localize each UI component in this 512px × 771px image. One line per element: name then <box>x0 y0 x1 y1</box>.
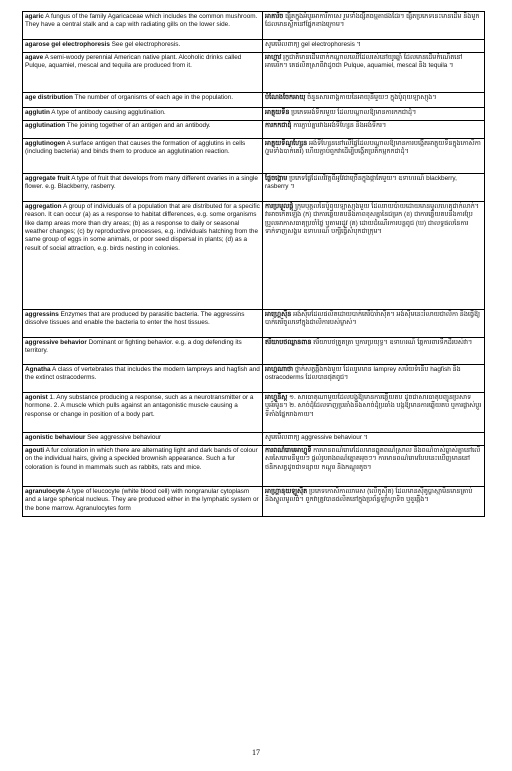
english-term: agouti <box>25 447 45 454</box>
english-term: agglutinogen <box>25 140 66 147</box>
khmer-entry <box>263 338 485 365</box>
english-entry <box>23 174 263 202</box>
english-term: agaric <box>25 13 44 20</box>
khmer-definition: ក្រុមបុគ្គលនៃប៉ូពុយឡាស្យុងមួយ ដែលរាយប៉ាយដោយមានមូលហេតុជាក់លាក់។ វាអាចកើតឡើង (ក) ជាការឆ្លើយតបនឹងភាពខុសគ្នានៃជម្រក (ខ) ជាការឆ្លើយតបនឹងការប្រែប្រួលអាកាសធាតុប្រចាំថ្ងៃ ឬតាមរដូវ (គ) ដោយដំណើរការបន្តពូជ (ឃ) ជាលទ្ធផលនៃការទាក់ទាញសង្គម ឧទាហរណ៍ បក្សីធ្វើសំបុកជាក្រុម។ <box>265 203 480 235</box>
khmer-definition: ការមានពណ៌រោមដែលមានឆ្នូតពណ៌ស្រាល និងពណ៌ចាស់ឆ្លាស់គ្នានៅលើសរសៃរោមនីមួយៗ ផ្តល់រូបរាងពណ៌ត្នោតអុចៗ។ ការមានពណ៌រោមបែបនេះឃើញមាននៅថនិកសត្វដូចជាទន្សាយ កណ្តុរ និងកណ្តុរតូច។ <box>265 447 481 471</box>
khmer-term: អាគ្លុយទីន <box>265 109 290 116</box>
khmer-definition: ថ្នាក់សត្វឆ្អឹងកងមួយ ដែលរួមមាន lamprey សម័យទំនើប hagfish និង ostracoderms ដែលបានផុតពូជ។ <box>265 366 461 382</box>
khmer-term: អាគ្លុយទីណូហ្សែន <box>265 140 308 147</box>
khmer-definition: ប្រភេទផ្លែដែលវិវត្តពីអូវែជាច្រើនក្នុងផ្កាតែមួយ។ ឧទាហរណ៍ blackberry, rasberry ។ <box>265 175 457 191</box>
khmer-entry <box>263 446 485 487</box>
khmer-definition: រុក្ខជាតិមានដើមពាក់កណ្តាលឈើដែលរស់នៅយូរឆ្នាំ ដែលមានដើមកំណើតនៅអាមេរិក។ គេផលិតស្រាពីវាដូចជា Pulque, aquamiel, mescal និង tequila ។ <box>265 54 463 70</box>
english-entry <box>23 393 263 433</box>
glossary-row <box>23 12 485 40</box>
khmer-term: ផ្លែចង្កោម <box>265 175 288 182</box>
english-term: aggressins <box>25 311 59 318</box>
english-definition: The joining together of an antigen and an antibody. <box>66 122 211 129</box>
english-entry <box>23 310 263 338</box>
khmer-definition: ១. សារធាតុណាមួយដែលបង្កឱ្យមានការឆ្លើយតប ដូចជាសារធាតុបញ្ជូនប្រសាទ ឬអ័រម៉ូន។ ២. សាច់ដុំដែលទាញប្រឆាំងនឹងសាច់ដុំប្រឆាំង បង្កឱ្យមានការឆ្លើយតប ឬការផ្លាស់ប្តូរទីតាំងផ្នែករាងកាយ។ <box>265 394 482 418</box>
page-number: 17 <box>252 748 260 757</box>
english-definition: A class of vertebrates that includes the modern lampreys and hagfish and the extinct ostracoderms. <box>25 366 260 382</box>
khmer-definition: សូមមើលពាក្យ gel electrophoresis ។ <box>265 41 361 48</box>
khmer-definition: ចំនួនសារពាង្គកាយនៃអាយុនីមួយៗ ក្នុងប៉ូពុយឡាស្យុង។ <box>307 94 437 101</box>
english-term: agglutin <box>25 109 50 116</box>
glossary-row <box>23 121 485 139</box>
english-entry <box>23 93 263 108</box>
khmer-entry <box>263 393 485 433</box>
glossary-row <box>23 487 485 517</box>
khmer-entry <box>263 53 485 93</box>
glossary-row <box>23 93 485 108</box>
english-term: aggregation <box>25 203 62 210</box>
khmer-entry <box>263 487 485 517</box>
english-entry <box>23 40 263 53</box>
khmer-definition: ឥរិយាបថត្រួតត្រា ឬការប្រយុទ្ធ។ ឧទាហរណ៍ ឆ្កែការពារទឹកដីរបស់វា។ <box>313 339 473 346</box>
khmer-term: ការកកជាដុំ <box>265 122 292 129</box>
khmer-term: ការប្រមូលផ្តុំ <box>265 203 294 210</box>
glossary-row <box>23 139 485 174</box>
khmer-entry <box>263 365 485 393</box>
khmer-term: ឥរិយាបថឈ្លានពាន <box>265 339 312 346</box>
khmer-term: អាហ្គាវ <box>265 54 282 61</box>
english-entry <box>23 202 263 310</box>
glossary-page <box>22 11 485 517</box>
glossary-row <box>23 393 485 433</box>
glossary-table <box>22 11 485 517</box>
khmer-term: ការពណ៌រោមអាហ្គូទី <box>265 447 312 454</box>
english-definition: The number of organisms of each age in the population. <box>74 94 234 101</box>
english-term: Agnatha <box>25 366 51 373</box>
khmer-entry <box>263 93 485 108</box>
glossary-row <box>23 446 485 487</box>
english-definition: A fur coloration in which there are alternating light and dark bands of colour on the individual hairs, giving a speckled brownish appearance. Such a fur coloration is found in mammals such as rabbits, rats and mice. <box>25 447 258 471</box>
english-entry <box>23 338 263 365</box>
english-term: agonist <box>25 394 48 401</box>
khmer-entry <box>263 310 485 338</box>
english-term: agonistic behaviour <box>25 434 86 441</box>
khmer-term: អាហ្គ្រានុយឡូស៊ីត <box>265 488 308 495</box>
khmer-entry <box>263 433 485 446</box>
glossary-row <box>23 365 485 393</box>
khmer-definition: ប្រភេទកោសិកាឈាមស (លើកូស៊ីត) ដែលមានស៊ីតូប្លាស្មាមិនមានគ្រាប់ និងស្នូលមូលធំ។ ពួកវាត្រូវបានផលិតនៅក្នុងប្រព័ន្ធឡាំហ្វាទិច ឬខួរឆ្អឹង។ <box>265 488 473 504</box>
english-definition: See gel electrophoresis. <box>111 41 181 48</box>
english-entry <box>23 139 263 174</box>
khmer-definition: ផ្សិតក្នុងអំបូរអាការីកាសេ រួមទាំងផ្សិតធម្មតាផងដែរ។ ផ្សិតប្រភេទនេះមានដើម និងមួក ដែលមានស្លឹកនៅផ្នែកខាងក្រោម។ <box>265 13 480 29</box>
english-definition: A type of fruit that develops from many different ovaries in a single flower. e.g. Blackberry, rasberry. <box>25 175 258 191</box>
glossary-row <box>23 174 485 202</box>
english-entry <box>23 108 263 121</box>
english-term: agranulocyte <box>25 488 65 495</box>
english-definition: Enzymes that are produced by parasitic bacteria. The aggressins dissolve tissues and enable the bacteria to enter the host tissues. <box>25 311 245 327</box>
english-entry <box>23 487 263 517</box>
khmer-definition: ប្រភេទអង់ទីករមួយ ដែលបណ្តាលឱ្យមានការកកជាដុំ។ <box>291 109 417 116</box>
khmer-entry <box>263 139 485 174</box>
english-definition: A type of leucocyte (white blood cell) with nongranular cytoplasm and a large spherical nucleus. They are produced either in the lymphatic system or the bone marrow. Agranulocytes form <box>25 488 259 512</box>
english-term: agarose gel electrophoresis <box>25 41 110 48</box>
khmer-term: បំណែងចែកអាយុ <box>265 94 306 101</box>
khmer-definition: ការភ្ជាប់គ្នារវាងអង់ទីហ្សែន និងអង់ទីករ។ <box>293 122 387 129</box>
english-term: age distribution <box>25 94 73 101</box>
khmer-entry <box>263 121 485 139</box>
khmer-term: អាហ្គណាថា <box>265 366 294 373</box>
khmer-definition: អង់ទីហ្សែននៅលើផ្ទៃដែលបណ្តាលឱ្យមានការបង្កើតអាគ្លុយទីនក្នុងកោសិកា (រួមទាំងបាក់តេរី) ហើយភ្ជាប់ពួកវាដើម្បីបង្កើតប្រតិកម្មកកជាដុំ។ <box>265 140 481 156</box>
english-definition: A fungus of the family Agaricaceae which includes the common mushroom. They have a central stalk and a cap with radiating gills on the lower side. <box>25 13 258 29</box>
khmer-term: អាហ្គូនីស្ត <box>265 394 288 401</box>
english-term: aggregate fruit <box>25 175 70 182</box>
khmer-entry <box>263 108 485 121</box>
glossary-row <box>23 108 485 121</box>
english-entry <box>23 12 263 40</box>
english-entry <box>23 121 263 139</box>
english-entry <box>23 433 263 446</box>
glossary-row <box>23 433 485 446</box>
english-entry <box>23 446 263 487</box>
english-entry <box>23 365 263 393</box>
english-definition: A surface antigen that causes the formation of agglutins in cells (including bacteria) and binds them to produce an agglutination reaction. <box>25 140 246 156</box>
glossary-row <box>23 40 485 53</box>
khmer-term: អាគារិច <box>265 13 284 20</box>
khmer-definition: សូមមើលពាក្យ aggressive behaviour ។ <box>265 434 368 441</box>
khmer-entry <box>263 202 485 310</box>
english-definition: A semi-woody perennial American native plant. Alcoholic drinks called Pulque, aquamiel, mescal and tequila are produced from it. <box>25 54 242 70</box>
glossary-row <box>23 202 485 310</box>
khmer-entry <box>263 174 485 202</box>
english-term: agave <box>25 54 44 61</box>
english-entry <box>23 53 263 93</box>
glossary-row <box>23 310 485 338</box>
english-definition: A type of antibody causing agglutination. <box>51 109 166 116</box>
english-definition: Dominant or fighting behavior. e.g. a dog defending its territory. <box>25 339 242 355</box>
khmer-entry <box>263 12 485 40</box>
english-term: agglutination <box>25 122 66 129</box>
khmer-definition: អង់ស៊ីមដែលផលិតដោយបាក់តេរីប៉ារ៉ាស៊ីត។ អង់ស៊ីមនេះរំលាយជាលិកា និងធ្វើឱ្យបាក់តេរីចូលទៅក្នុងជាលិការបស់ម្ចាស់។ <box>265 311 480 327</box>
english-term: aggressive behavior <box>25 339 87 346</box>
khmer-term: អាហ្គ្រេស៊ីន <box>265 311 292 318</box>
glossary-row <box>23 338 485 365</box>
english-definition: 1. Any substance producing a response, such as a neurotransmitter or a hormone. 2. A muscle which pulls against an antagonistic muscle causing a response or change in position of a body part. <box>25 394 254 418</box>
glossary-row <box>23 53 485 93</box>
english-definition: See aggressive behaviour <box>87 434 162 441</box>
english-definition: A group of individuals of a population that are distributed for a specific reason. It can occur (a) as a response to habitat differences, e.g. some organisms like damp areas more than dry areas; (b) as a response to daily or seasonal weather changes; (c) by reproductive processes, e.g. individuals hatching from the same group of eggs in some animals, or poor seed dispersal in plants; (d) as a result of social attraction, e.g. birds nesting in colonies. <box>25 203 260 252</box>
khmer-entry <box>263 40 485 53</box>
